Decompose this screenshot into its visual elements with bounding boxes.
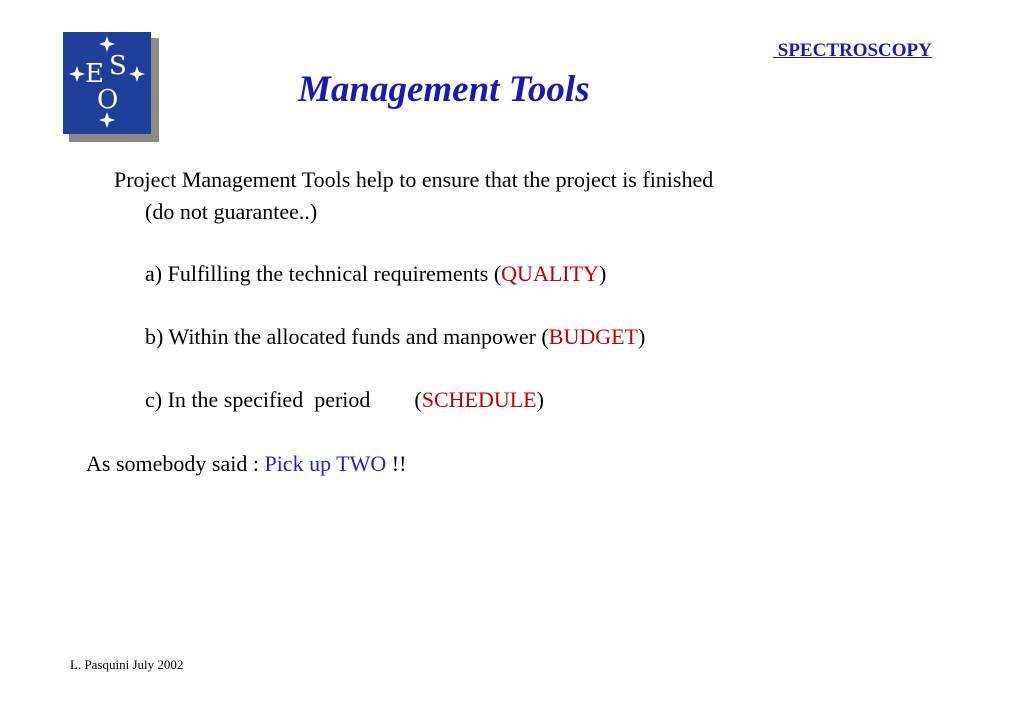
item-suffix: ) — [536, 387, 544, 412]
keyword-quality: QUALITY — [501, 261, 599, 286]
footer-credit: L. Pasquini July 2002 — [70, 657, 184, 672]
item-suffix: ) — [598, 261, 607, 286]
page-title: Management Tools — [298, 69, 590, 110]
keyword-schedule: SCHEDULE — [421, 387, 537, 412]
item-prefix: b) Within the allocated funds and manpower ( — [145, 324, 549, 349]
eso-logo — [63, 32, 159, 142]
intro-line-2: (do not guarantee..) — [145, 199, 318, 224]
spectroscopy-link[interactable]: SPECTROSCOPY — [773, 40, 932, 61]
closing-line — [86, 451, 406, 477]
intro-line-1: Project Management Tools help to ensure that the project is finished — [114, 167, 714, 192]
eso-letter-o: O — [97, 85, 119, 115]
item-schedule — [145, 387, 544, 413]
closing-suffix: !! — [386, 451, 407, 476]
eso-letter-e: E — [85, 59, 104, 89]
item-suffix: ) — [637, 324, 646, 349]
keyword-budget: BUDGET — [548, 324, 638, 349]
item-budget — [145, 324, 645, 350]
item-prefix: a) Fulfilling the technical requirements ( — [145, 261, 502, 286]
closing-prefix: As somebody said : — [86, 451, 265, 476]
eso-letter-s: S — [109, 51, 127, 81]
closing-highlight: Pick up TWO — [264, 451, 387, 476]
item-quality — [145, 261, 606, 287]
item-prefix: c) In the specified period ( — [145, 387, 422, 412]
